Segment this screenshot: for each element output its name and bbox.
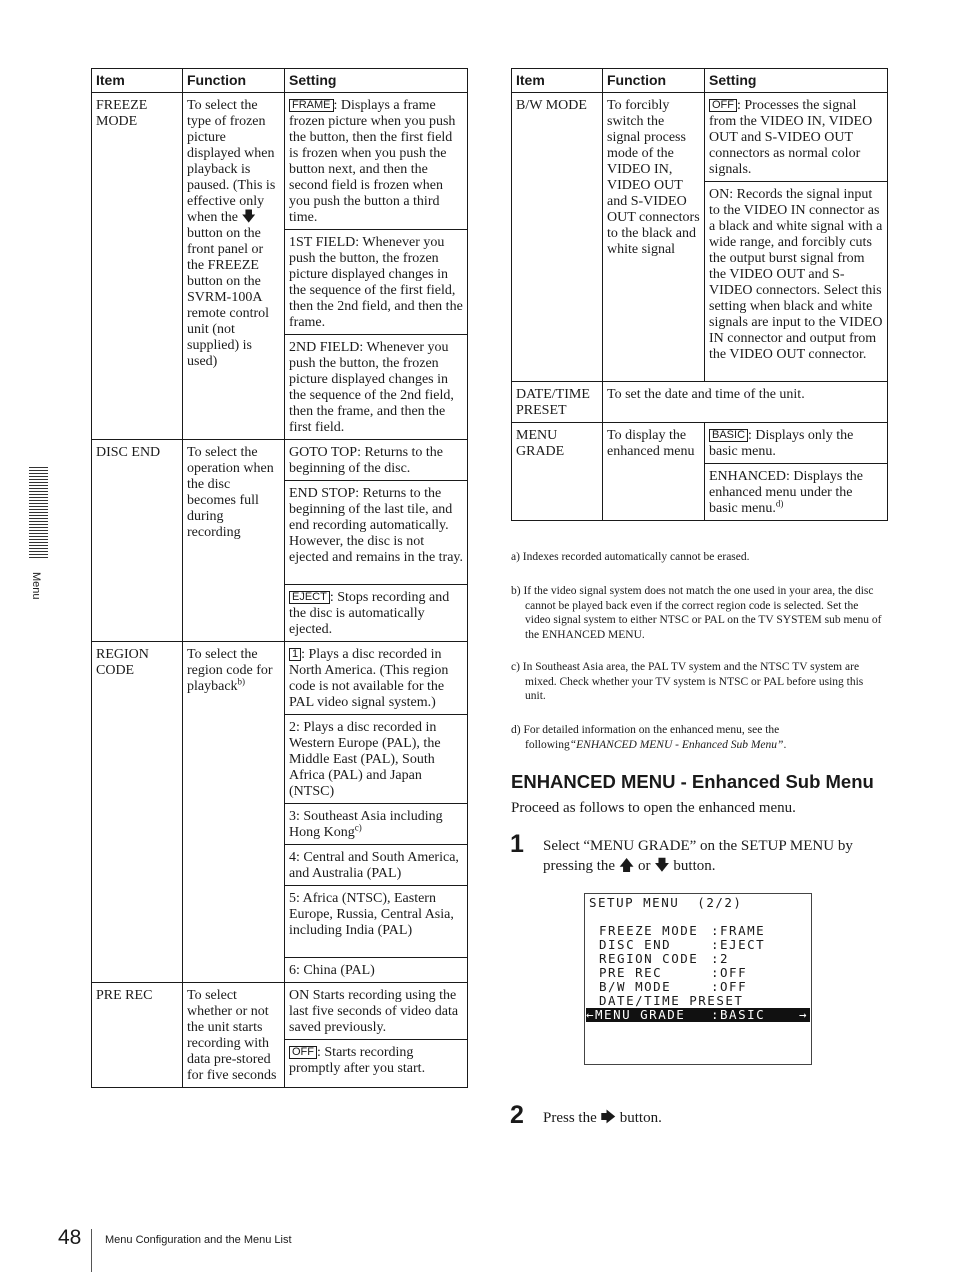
footnote-a: a) Indexes recorded automatically cannot be erased.	[511, 551, 750, 563]
col-header-setting: Setting	[705, 69, 888, 93]
item-cell: B/W MODE	[512, 93, 603, 382]
default-value-tag: BASIC	[709, 429, 748, 442]
setting-cell: 1 : Plays a disc recorded in North America. (This region code is not available for the PAL video signal system.)	[285, 642, 468, 715]
function-cell: To select the type of frozen picture displayed when playback is paused. (This is effective only when the 🡇 button on the front panel or the FREEZE button on the SVRM-100A remote control unit (not supplied) is used)	[183, 93, 285, 440]
setting-cell: ON Starts recording using the last five seconds of video data saved previously.	[285, 983, 468, 1040]
table-row	[92, 440, 468, 481]
section-title: ENHANCED MENU - Enhanced Sub Menu	[511, 771, 874, 792]
setup-menu-screen	[584, 893, 812, 1065]
footnote-b: b) If the video signal system does not match the one used in your area, the disc cannot be played back even if the correct region code is selected. Set the video signal system to either NTSC or PAL on the TV SYSTEM sub menu of the ENHANCED MENU.	[511, 585, 882, 641]
item-cell: FREEZE MODE	[92, 93, 183, 440]
table-row	[92, 93, 468, 230]
section-intro: Proceed as follows to open the enhanced menu.	[511, 800, 796, 816]
setting-cell: GOTO TOP: Returns to the beginning of the disc.	[285, 440, 468, 481]
osd-row: DISC END :EJECT	[599, 937, 766, 952]
up-arrow-icon: 🡅	[618, 858, 635, 874]
function-cell: To display the enhanced menu	[603, 423, 705, 521]
step-text: Select “MENU GRADE” on the SETUP MENU by pressing the 🡅 or 🡇 button.	[543, 838, 853, 874]
osd-row: B/W MODE :OFF	[599, 979, 748, 994]
default-value-tag: EJECT	[289, 591, 330, 604]
setting-cell: FRAME : Displays a frame frozen picture when you push the button, then the first field is frozen when you push the button next, and then the second field is frozen when you push the button a third time.	[285, 93, 468, 230]
col-header-function: Function	[183, 69, 285, 93]
osd-row: PRE REC :OFF	[599, 965, 748, 980]
setting-cell: 1ST FIELD: Whenever you push the button, the frozen picture displayed changes in the sequence of the first field, then the 2nd field, and then the frame.	[285, 230, 468, 335]
right-menu-table	[511, 68, 888, 521]
default-value-tag: FRAME	[289, 99, 334, 112]
down-arrow-icon: 🡇	[241, 210, 256, 225]
osd-row: FREEZE MODE :FRAME	[599, 923, 766, 938]
col-header-item: Item	[92, 69, 183, 93]
step-number: 2	[510, 1101, 524, 1129]
setting-cell: ON: Records the signal input to the VIDEO IN connector as a black and white signal with a wide range, and forcibly cuts the output burst signal from the VIDEO OUT and S-VIDEO connectors. Select this setting when black and white signals are input to the VIDEO IN connector and output from the VIDEO OUT connector.	[705, 182, 888, 382]
col-header-setting: Setting	[285, 69, 468, 93]
page-number: 48	[58, 1226, 82, 1249]
item-cell: DISC END	[92, 440, 183, 642]
osd-title: SETUP MENU (2/2)	[589, 895, 743, 910]
step-text: Press the 🡆 button.	[543, 1110, 662, 1126]
setting-cell: 5: Africa (NTSC), Eastern Europe, Russia, Central Asia, including India (PAL)	[285, 886, 468, 958]
section-tab-marker	[29, 467, 48, 560]
table-row	[512, 382, 888, 423]
cross-reference-link[interactable]: “ENHANCED MENU - Enhanced Sub Menu”	[569, 738, 784, 751]
osd-row: DATE/TIME PRESET	[599, 993, 744, 1008]
item-cell: PRE REC	[92, 983, 183, 1088]
right-arrow-icon: 🡆	[600, 1110, 616, 1126]
right-arrow-icon: →	[798, 1007, 808, 1022]
osd-row-selected: ←MENU GRADE :BASIC →	[586, 1007, 808, 1022]
setting-cell: EJECT : Stops recording and the disc is automatically ejected.	[285, 585, 468, 642]
footnote-d: d) For detailed information on the enhanced menu, see the following“ENHANCED MENU - Enhanced Sub Menu”.	[511, 724, 787, 751]
function-cell: To forcibly switch the signal process mode of the VIDEO IN, VIDEO OUT and S-VIDEO OUT connectors to the black and white signal	[603, 93, 705, 382]
table-row	[92, 983, 468, 1040]
function-cell: To select the operation when the disc becomes full during recording	[183, 440, 285, 642]
down-arrow-icon: 🡇	[654, 858, 670, 874]
table-row	[92, 642, 468, 715]
setting-cell: OFF : Starts recording promptly after you start.	[285, 1040, 468, 1088]
table-header-row	[512, 69, 888, 93]
left-menu-table	[91, 68, 468, 1088]
setting-cell: END STOP: Returns to the beginning of the last tile, and end recording automatically. However, the disc is not ejected and remains in the tray.	[285, 481, 468, 585]
item-cell: REGION CODE	[92, 642, 183, 983]
setting-cell: 6: China (PAL)	[285, 958, 468, 983]
side-section-label: Menu	[30, 572, 42, 600]
setting-cell: 2ND FIELD: Whenever you push the button, the frozen picture displayed changes in the sequence of the 2nd field, then the frame, and then the first field.	[285, 335, 468, 440]
default-value-tag: 1	[289, 648, 301, 661]
col-header-function: Function	[603, 69, 705, 93]
osd-row: REGION CODE :2	[599, 951, 730, 966]
setting-cell: BASIC : Displays only the basic menu.	[705, 423, 888, 464]
setting-cell: ENHANCED: Displays the enhanced menu under the basic menu.$^{d)}$	[705, 464, 888, 521]
footer-title: Menu Configuration and the Menu List	[105, 1234, 292, 1246]
table-header-row	[92, 69, 468, 93]
default-value-tag: OFF	[709, 99, 737, 112]
setting-cell: 3: Southeast Asia including Hong Kong$^{c)}$	[285, 804, 468, 845]
footnote-c: c) In Southeast Asia area, the PAL TV system and the NTSC TV system are mixed. Check whether your TV system is NTSC or PAL before using this unit.	[511, 661, 864, 702]
function-cell: To select the region code for playback$^{b)}$	[183, 642, 285, 983]
item-cell: DATE/TIME PRESET	[512, 382, 603, 423]
setting-cell: OFF : Processes the signal from the VIDEO IN, VIDEO OUT and S-VIDEO OUT connectors as normal color signals.	[705, 93, 888, 182]
setting-cell: 2: Plays a disc recorded in Western Europe (PAL), the Middle East (PAL), South Africa (PAL) and Japan (NTSC)	[285, 715, 468, 804]
table-row	[512, 93, 888, 182]
function-cell: To select whether or not the unit starts recording with data pre-stored for five seconds	[183, 983, 285, 1088]
setting-cell: 4: Central and South America, and Australia (PAL)	[285, 845, 468, 886]
footer-divider	[91, 1229, 92, 1272]
col-header-item: Item	[512, 69, 603, 93]
step-number: 1	[510, 830, 524, 858]
default-value-tag: OFF	[289, 1046, 317, 1059]
item-cell: MENU GRADE	[512, 423, 603, 521]
function-cell: To set the date and time of the unit.	[603, 382, 888, 423]
table-row	[512, 423, 888, 464]
